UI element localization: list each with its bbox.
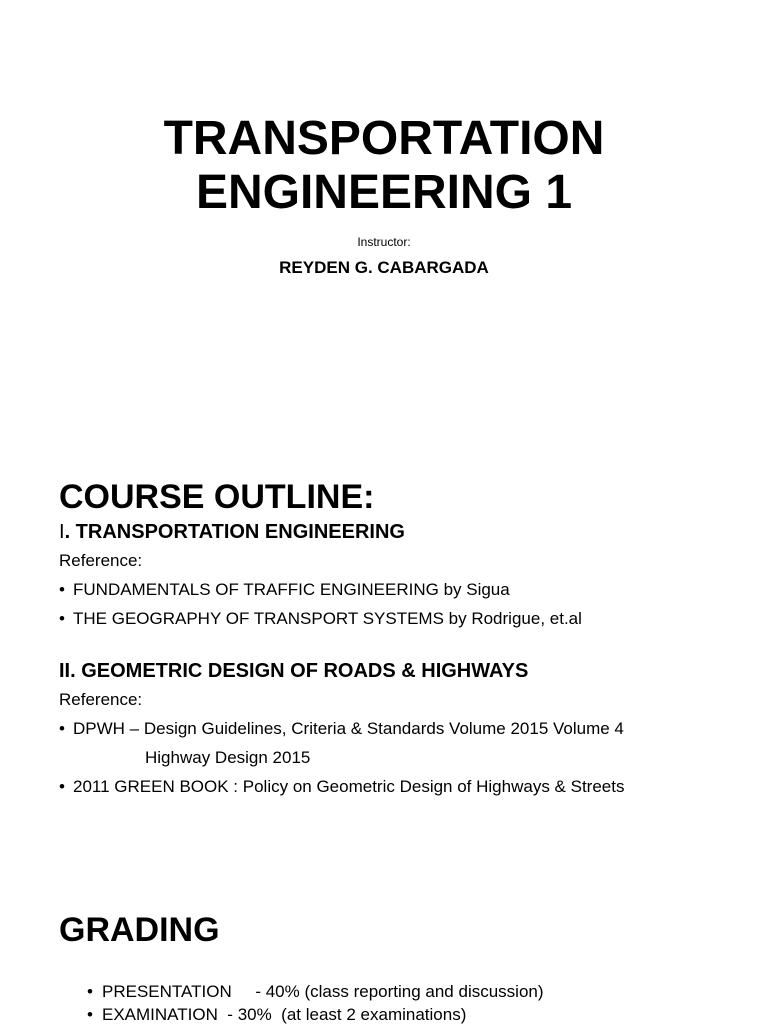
- grading-section: [59, 908, 749, 1026]
- section-number: I: [59, 521, 65, 543]
- grading-list: [59, 980, 749, 1026]
- section-number-period: .: [64, 521, 71, 543]
- reference-text: FUNDAMENTALS OF TRAFFIC ENGINEERING by Sigua: [73, 580, 510, 599]
- reference-item: [59, 772, 749, 801]
- bullet-icon: •: [59, 719, 65, 738]
- section-number: II.: [59, 660, 76, 682]
- reference-text: THE GEOGRAPHY OF TRANSPORT SYSTEMS by Rodrigue, et.al: [73, 609, 582, 628]
- instructor-name: REYDEN G. CABARGADA: [279, 258, 489, 277]
- section-title: GEOMETRIC DESIGN OF ROADS & HIGHWAYS: [75, 660, 529, 682]
- reference-item: [59, 604, 749, 633]
- bullet-icon: •: [59, 609, 65, 628]
- reference-item: [59, 714, 749, 743]
- reference-text: DPWH – Design Guidelines, Criteria & Standards Volume 2015 Volume 4: [73, 719, 624, 738]
- bullet-icon: •: [59, 580, 65, 599]
- course-title-line-2: ENGINEERING 1: [195, 166, 573, 219]
- grading-item-text: PRESENTATION - 40% (class reporting and discussion): [102, 982, 544, 1001]
- section-heading-2: [59, 657, 749, 685]
- reference-text: 2011 GREEN BOOK : Policy on Geometric Design of Highways & Streets: [73, 777, 625, 796]
- grading-heading: GRADING: [59, 911, 220, 949]
- reference-item: [59, 575, 749, 604]
- bullet-icon: •: [87, 1005, 93, 1024]
- course-outline: [59, 476, 749, 801]
- section-heading-1: [59, 518, 749, 546]
- course-title-line-1: TRANSPORTATION: [163, 112, 605, 165]
- reference-label: Reference:: [59, 551, 143, 570]
- grading-item: [87, 1003, 749, 1026]
- instructor-label: Instructor:: [357, 235, 411, 249]
- reference-label: Reference:: [59, 690, 143, 709]
- reference-continuation: Highway Design 2015: [145, 748, 311, 767]
- course-outline-heading: COURSE OUTLINE:: [59, 478, 375, 516]
- bullet-icon: •: [87, 982, 93, 1001]
- bullet-icon: •: [59, 777, 65, 796]
- grading-item: [87, 980, 749, 1003]
- section-title: TRANSPORTATION ENGINEERING: [70, 521, 405, 543]
- title-block: [0, 112, 768, 278]
- grading-item-text: EXAMINATION - 30% (at least 2 examinations): [102, 1005, 467, 1024]
